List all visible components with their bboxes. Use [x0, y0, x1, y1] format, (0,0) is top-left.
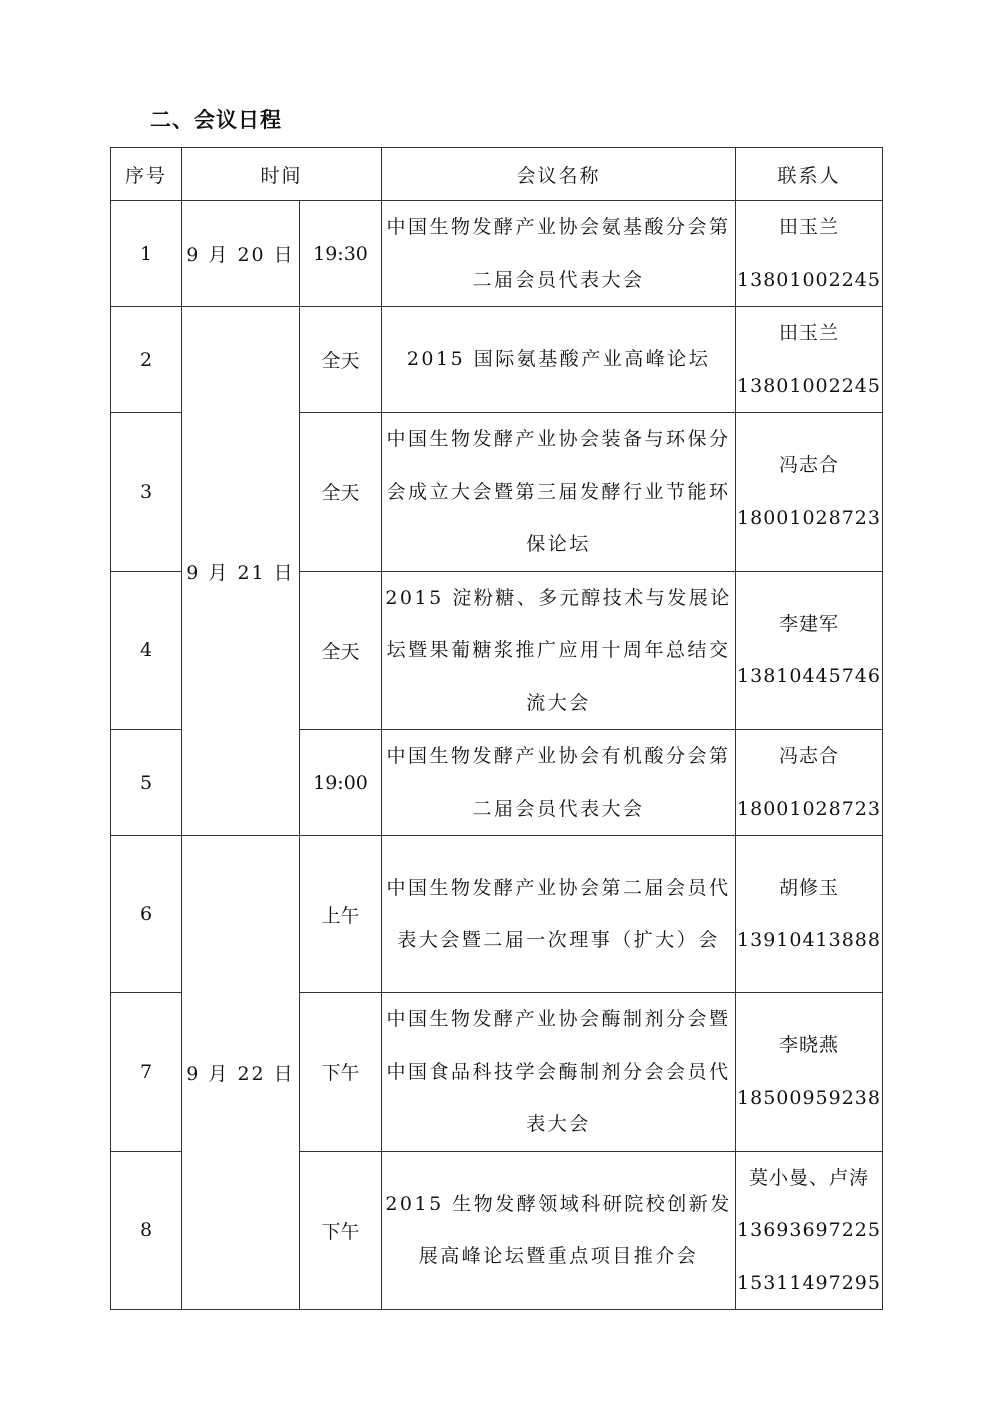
row-meeting-name: 中国生物发酵产业协会有机酸分会第二届会员代表大会: [382, 730, 736, 836]
header-seq: 序号: [111, 148, 182, 201]
row-seq: 4: [111, 571, 182, 730]
row-time: 全天: [300, 307, 382, 413]
contact-phone: 13801002245: [737, 374, 881, 397]
contact-person: 李建军: [779, 612, 840, 635]
row-date: 9 月 21 日: [182, 307, 300, 836]
row-time: 全天: [300, 571, 382, 730]
contact-phone: 18001028723: [737, 506, 881, 529]
row-seq: 6: [111, 836, 182, 993]
contact-person: 田玉兰: [779, 216, 840, 238]
row-seq: 7: [111, 993, 182, 1152]
table-row: [111, 307, 883, 413]
row-time: 19:00: [300, 730, 382, 836]
meeting-schedule-table: [110, 147, 883, 1310]
contact-person: 李晓燕: [779, 1034, 840, 1057]
contact-phone: 13801002245: [737, 268, 881, 291]
contact-person: 冯志合: [779, 454, 840, 477]
row-time: 上午: [300, 836, 382, 993]
section-heading: 二、会议日程: [150, 108, 282, 132]
row-date: 9 月 20 日: [182, 201, 300, 307]
contact-person: 莫小曼、卢涛: [749, 1166, 870, 1189]
header-name: 会议名称: [382, 148, 736, 201]
row-seq: 3: [111, 413, 182, 572]
row-meeting-name: 2015 国际氨基酸产业高峰论坛: [382, 307, 736, 413]
row-meeting-name: 中国生物发酵产业协会氨基酸分会第二届会员代表大会: [382, 201, 736, 307]
row-seq: 5: [111, 730, 182, 836]
row-meeting-name: 中国生物发酵产业协会第二届会员代表大会暨二届一次理事（扩大）会: [382, 836, 736, 993]
header-time: 时间: [182, 148, 382, 201]
contact-phone: 13910413888: [737, 929, 881, 951]
row-meeting-name: 中国生物发酵产业协会酶制剂分会暨中国食品科技学会酶制剂分会会员代表大会: [382, 993, 736, 1152]
contact-phone: 18001028723: [737, 797, 881, 820]
row-time: 全天: [300, 413, 382, 572]
row-seq: 1: [111, 201, 182, 307]
contact-phone: 18500959238: [737, 1086, 881, 1109]
row-contact: [736, 836, 883, 993]
row-contact: [736, 730, 883, 836]
row-contact: [736, 993, 883, 1152]
table-header-row: [111, 148, 883, 201]
contact-person: 田玉兰: [779, 322, 840, 344]
contact-person: 胡修玉: [779, 876, 840, 899]
row-contact: [736, 201, 883, 307]
contact-person: 冯志合: [779, 745, 840, 767]
contact-phone: 13693697225: [737, 1219, 881, 1241]
table-row: [111, 836, 883, 993]
contact-phone: 13810445746: [737, 665, 881, 688]
row-meeting-name: 2015 生物发酵领域科研院校创新发展高峰论坛暨重点项目推介会: [382, 1151, 736, 1310]
row-contact: [736, 571, 883, 730]
header-contact: 联系人: [736, 148, 883, 201]
row-date: 9 月 22 日: [182, 836, 300, 1310]
row-meeting-name: 2015 淀粉糖、多元醇技术与发展论坛暨果葡糖浆推广应用十周年总结交流大会: [382, 571, 736, 730]
row-meeting-name: 中国生物发酵产业协会装备与环保分会成立大会暨第三届发酵行业节能环保论坛: [382, 413, 736, 572]
row-time: 下午: [300, 1151, 382, 1310]
row-seq: 2: [111, 307, 182, 413]
row-contact: [736, 413, 883, 572]
contact-phone: 15311497295: [737, 1271, 881, 1294]
row-contact: [736, 307, 883, 413]
row-contact: [736, 1151, 883, 1310]
row-seq: 8: [111, 1151, 182, 1310]
row-time: 19:30: [300, 201, 382, 307]
row-time: 下午: [300, 993, 382, 1152]
table-row: [111, 201, 883, 307]
